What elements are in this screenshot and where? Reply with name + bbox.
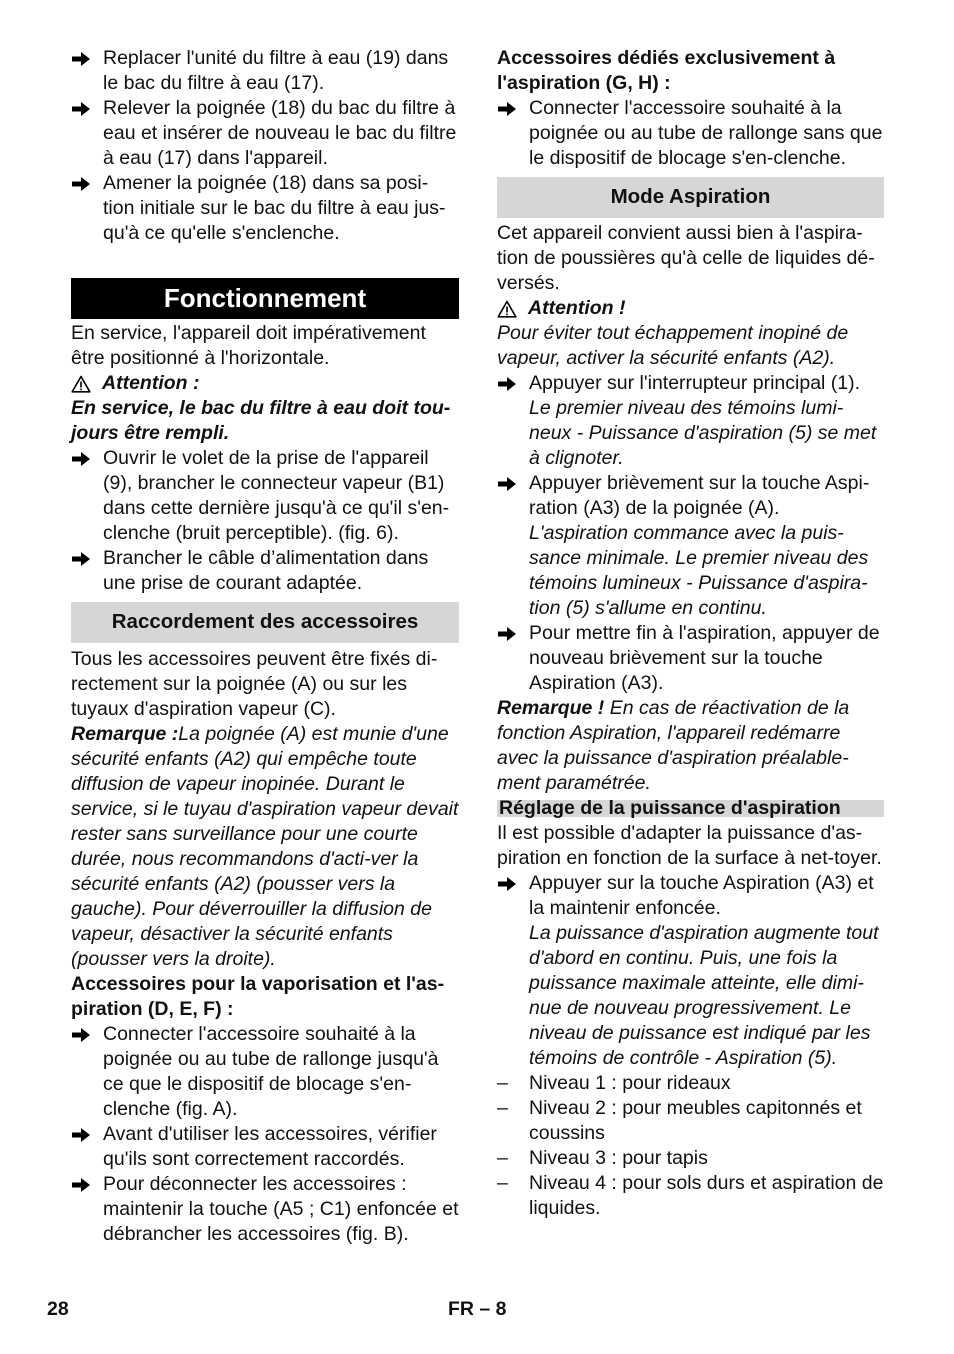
right-arrow-icon xyxy=(71,546,95,571)
right-arrow-icon xyxy=(71,171,95,196)
list-item xyxy=(497,471,884,521)
list-item-text: Appuyer sur la touche Aspiration (A3) et la maintenir enfoncée. xyxy=(529,872,874,919)
step-note: Le premier niveau des témoins lumi-neux - Puissance d'aspiration (5) se met à clignoter. xyxy=(529,397,877,469)
list-item-text: Relever la poignée (18) du bac du filtre à eau et insérer de nouveau le bac du filtre à eau (17) dans l'appareil. xyxy=(103,97,457,169)
level-item: – Niveau 3 : pour tapis xyxy=(497,1147,708,1169)
attention-label: Attention ! xyxy=(497,296,884,321)
list-item-text: Pour mettre fin à l'aspiration, appuyer de nouveau brièvement sur la touche Aspiration (A3). xyxy=(529,622,880,694)
list-item-text: Amener la poignée (18) dans sa posi-tion initiale sur le bac du filtre à eau jus-qu'à ce qu'elle s'enclenche. xyxy=(103,172,446,244)
power-intro: Il est possible d'adapter la puissance d'as-piration en fonction de la surface à net-toyer. xyxy=(497,822,882,869)
list-item xyxy=(71,446,459,546)
vapor-heading: Accessoires pour la vaporisation et l'as-piration (D, E, F) : xyxy=(71,973,445,1020)
warning-triangle-icon xyxy=(71,375,91,393)
remark-paragraph: Remarque ! En cas de réactivation de la fonction Aspiration, l'appareil redémarre avec la puissance d'aspiration préalable-ment paramétrée. xyxy=(497,697,850,794)
list-item-text: Replacer l'unité du filtre à eau (19) dans le bac du filtre à eau (17). xyxy=(103,47,449,94)
list-item-text: Pour déconnecter les accessoires : maintenir la touche (A5 ; C1) enfoncée et débrancher les accessoires (fig. B). xyxy=(103,1173,459,1245)
right-arrow-icon xyxy=(71,46,95,71)
mode-title: Mode Aspiration xyxy=(497,177,884,218)
subsection-title: Raccordement des accessoires xyxy=(71,602,459,643)
list-item-text: Appuyer sur l'interrupteur principal (1). xyxy=(529,372,861,394)
right-arrow-icon xyxy=(497,96,521,121)
list-item xyxy=(71,96,459,171)
right-arrow-icon xyxy=(71,1172,95,1197)
dash-bullet: – xyxy=(497,1097,508,1119)
list-item xyxy=(71,46,459,96)
right-arrow-icon xyxy=(497,621,521,646)
right-arrow-icon xyxy=(71,1122,95,1147)
level-item: – Niveau 2 : pour meubles capitonnés et coussins xyxy=(497,1097,862,1144)
list-item-text: Connecter l'accessoire souhaité à la poignée ou au tube de rallonge sans que le dispositif de blocage s'en-clenche. xyxy=(529,97,883,169)
right-arrow-icon xyxy=(497,371,521,396)
list-item xyxy=(71,546,459,596)
list-item-text: Connecter l'accessoire souhaité à la poignée ou au tube de rallonge jusqu'à ce que le dispositif de blocage s'en-clenche (fig. A). xyxy=(103,1023,439,1120)
right-arrow-icon xyxy=(71,1022,95,1047)
dash-bullet: – xyxy=(497,1172,508,1194)
step-note: La puissance d'aspiration augmente tout d'abord en continu. Puis, une fois la puissance maximale atteinte, elle dimi-nue de nouveau progressivement. Le niveau de puissance est indiqué par les témoins de contrôle - Aspiration (5). xyxy=(529,922,879,1069)
list-item xyxy=(497,371,884,396)
attention-label: Attention : xyxy=(71,371,459,396)
list-item-text: Brancher le câble d’alimentation dans une prise de courant adaptée. xyxy=(103,547,429,594)
right-arrow-icon xyxy=(71,446,95,471)
level-item: – Niveau 4 : pour sols durs et aspiration de liquides. xyxy=(497,1172,884,1219)
right-arrow-icon xyxy=(497,471,521,496)
mode-intro: Cet appareil convient aussi bien à l'aspira-tion de poussières qu'à celle de liquides dé-versés. xyxy=(497,222,875,294)
right-arrow-icon xyxy=(71,96,95,121)
list-item-text: Appuyer brièvement sur la touche Aspi-ration (A3) de la poignée (A). xyxy=(529,472,870,519)
accessories-intro: Tous les accessoires peuvent être fixés di-rectement sur la poignée (A) ou sur les tuyaux d'aspiration vapeur (C). xyxy=(71,648,438,720)
list-item-text: Ouvrir le volet de la prise de l'appareil (9), brancher le connecteur vapeur (B1) dans cette dernière jusqu'à ce qu'il s'en-clenche (bruit perceptible). (fig. 6). xyxy=(103,447,450,544)
attention-text: Pour éviter tout échappement inopiné de vapeur, activer la sécurité enfants (A2). xyxy=(497,322,849,369)
page-number: 28 xyxy=(47,1298,69,1320)
list-item xyxy=(71,171,459,246)
step-note: L'aspiration commance avec la puis-sance minimale. Le premier niveau des témoins lumineux - Puissance d'aspira-tion (5) s'allume en continu. xyxy=(529,522,869,619)
section-title: Fonctionnement xyxy=(71,278,459,319)
warning-triangle-icon xyxy=(497,300,517,318)
section-ref: FR – 8 xyxy=(448,1298,507,1320)
right-column xyxy=(497,46,884,1221)
list-item xyxy=(497,871,884,921)
list-item xyxy=(71,1172,459,1247)
list-item-text: Avant d'utiliser les accessoires, vérifier qu'ils sont correctement raccordés. xyxy=(103,1123,437,1170)
dash-bullet: – xyxy=(497,1147,508,1169)
right-arrow-icon xyxy=(497,871,521,896)
attention-text: En service, le bac du filtre à eau doit tou-jours être rempli. xyxy=(71,397,451,444)
dash-bullet: – xyxy=(497,1072,508,1094)
list-item xyxy=(71,1122,459,1172)
power-title: Réglage de la puissance d'aspiration xyxy=(497,800,884,817)
left-column xyxy=(71,46,459,1247)
level-item: – Niveau 1 : pour rideaux xyxy=(497,1072,731,1094)
remark-paragraph: Remarque :La poignée (A) est munie d'une sécurité enfants (A2) qui empêche toute diffusion de vapeur inopinée. Durant le service, si le tuyau d'aspiration vapeur devait rester sans surveillance pour une courte durée, nous recommandons d'acti-ver la sécurité enfants (A2) (pousser vers la gauche). Pour déverrouiller la diffusion de vapeur, désactiver la sécurité enfants (pousser vers la droite). xyxy=(71,723,459,970)
aspiration-heading: Accessoires dédiés exclusivement à l'aspiration (G, H) : xyxy=(497,47,836,94)
list-item xyxy=(71,1022,459,1122)
intro-paragraph: En service, l'appareil doit impérativement être positionné à l'horizontale. xyxy=(71,322,426,369)
list-item xyxy=(497,96,884,171)
list-item xyxy=(497,621,884,696)
